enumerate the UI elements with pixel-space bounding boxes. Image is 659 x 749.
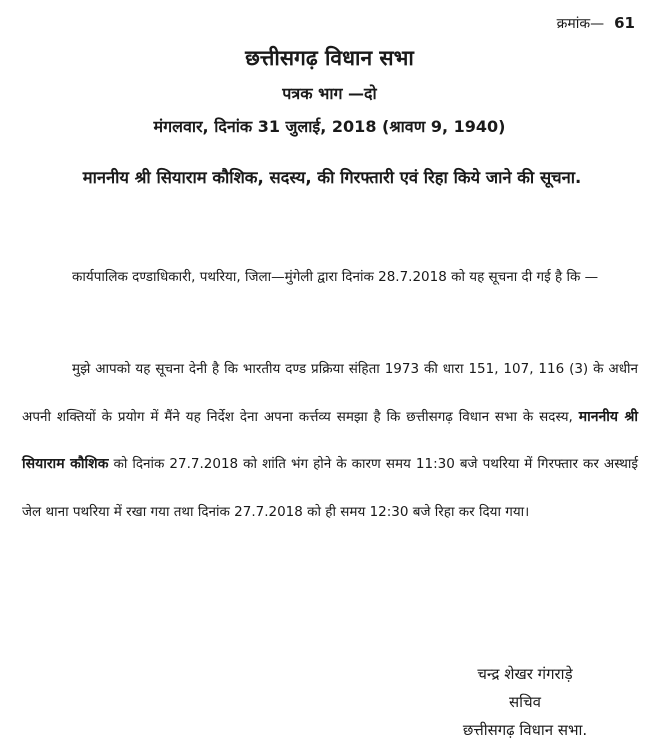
assembly-title: छत्तीसगढ़ विधान सभा [245,46,414,70]
details-text-end: को दिनांक 27.7.2018 को शांति भंग होने के कारण समय 11:30 बजे पथरिया में गिरफ्तार कर अस्थाई जेल थाना पथरिया में रखा गया तथा दिनांक 27.7.2018 को ही समय 12:30 बजे रिहा कर दिया गया। [22,456,638,520]
paragraph-details [22,346,638,536]
details-text-start: मुझे आपको यह सूचना देनी है कि भारतीय दण्ड प्रक्रिया संहिता 1973 की धारा 151, 107, 116 (3) के अधीन अपनी शक्तियों के प्रयोग में मैंने यह निर्देश देना अपना कर्त्तव्य समझा है कि छत्तीसगढ़ विधान सभा के सदस्य, [22,361,638,425]
notice-subject: माननीय श्री सियाराम कौशिक, सदस्य, की गिरफ्तारी एवं रिहा किये जाने की सूचना. [82,168,582,187]
serial-label: क्रमांक— [556,16,605,32]
signatory-designation: सचिव [509,693,541,711]
member-name: माननीय श्री सियाराम कौशिक [22,408,638,472]
bulletin-part: पत्रक भाग —दो [282,84,377,103]
bulletin-date: मंगलवार, दिनांक 31 जुलाई, 2018 (श्रावण 9, 1940) [153,117,506,136]
serial-number [557,14,635,33]
signatory-organization: छत्तीसगढ़ विधान सभा. [462,721,588,739]
paragraph-intro: कार्यपालिक दण्डाधिकारी, पथरिया, जिला—मुंगेली द्वारा दिनांक 28.7.2018 को यह सूचना दी गई है कि — [72,269,599,285]
signatory-name: चन्द्र शेखर गंगराड़े [477,665,573,683]
serial-value: 61 [614,14,635,32]
